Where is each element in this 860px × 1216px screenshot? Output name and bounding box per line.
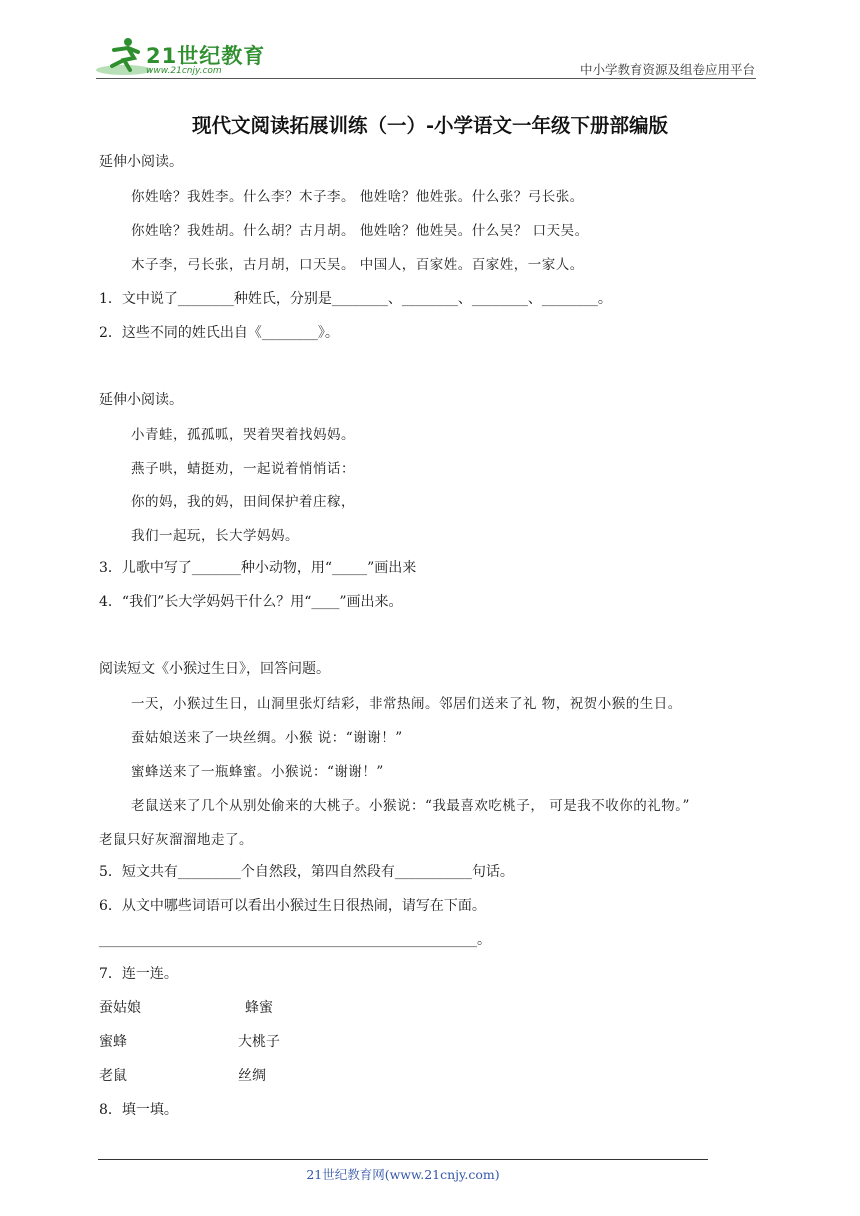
poem-line: 你的妈，我的妈，田间保护着庄稼， [131,494,355,510]
question-5: 5．短文共有_________个自然段，第四自然段有___________句话。 [99,864,514,880]
question-8: 8．填一填。 [99,1102,178,1118]
section2-heading: 延伸小阅读。 [99,392,183,408]
logo-url: www.21cnjy.com [146,66,222,76]
match-right-item: 大桃子 [238,1034,280,1050]
section1-line: 你姓啥？我姓李。什么李？木子李。 他姓啥？他姓张。什么张？弓长张。 [131,189,584,205]
question-7: 7．连一连。 [99,966,178,982]
match-left-item: 蜜蜂 [99,1034,127,1050]
question-1: 1．文中说了________种姓氏，分别是________、________、________、________。 [99,291,612,307]
question-2: 2．这些不同的姓氏出自《________》。 [99,325,339,341]
story-paragraph: 蚕姑娘送来了一块丝绸。小猴 说：“谢谢！” [131,730,403,746]
answer-blank: ______________________________________________________。 [99,932,491,948]
question-6: 6．从文中哪些词语可以看出小猴过生日很热闹，请写在下面。 [99,898,486,914]
match-right-item: 蜂蜜 [245,1000,273,1016]
section3-heading: 阅读短文《小猴过生日》，回答问题。 [99,661,330,677]
match-left-item: 老鼠 [99,1068,127,1084]
platform-label: 中小学教育资源及组卷应用平台 [579,62,755,77]
poem-line: 小青蛙，孤孤呱，哭着哭着找妈妈。 [131,427,355,443]
footer-divider [98,1159,708,1160]
question-3: 3．儿歌中写了_______种小动物，用“_____”画出来 [99,560,417,576]
logo-text: 21世纪教育 [146,44,266,68]
story-paragraph: 老鼠送来了几个从别处偷来的大桃子。小猴说：“我最喜欢吃桃子， 可是我不收你的礼物。” [131,798,690,814]
document-title: 现代文阅读拓展训练（一）-小学语文一年级下册部编版 [191,114,669,137]
story-paragraph: 老鼠只好灰溜溜地走了。 [99,832,253,848]
question-4: 4．“我们”长大学妈妈干什么？用“____”画出来。 [99,594,403,610]
poem-line: 燕子哄，蜻挺劝，一起说着悄悄话： [131,461,355,477]
match-left-item: 蚕姑娘 [99,1000,141,1016]
footer-link[interactable]: 21世纪教育网(www.21cnjy.com) [306,1167,500,1182]
section1-line: 你姓啥？我姓胡。什么胡？古月胡。 他姓啥？他姓吴。什么吴？ 口天吴。 [131,223,589,239]
section1-heading: 延伸小阅读。 [99,154,183,170]
story-paragraph: 蜜蜂送来了一瓶蜂蜜。小猴说：“谢谢！” [131,764,384,780]
header-divider [96,78,756,79]
match-right-item: 丝绸 [238,1068,266,1084]
section1-line: 木子李，弓长张，古月胡，口天吴。 中国人，百家姓。百家姓，一家人。 [131,257,584,273]
story-paragraph: 一天，小猴过生日，山洞里张灯结彩，非常热闹。邻居们送来了礼 物，祝贺小猴的生日。 [131,696,682,712]
poem-line: 我们一起玩，长大学妈妈。 [131,528,299,544]
